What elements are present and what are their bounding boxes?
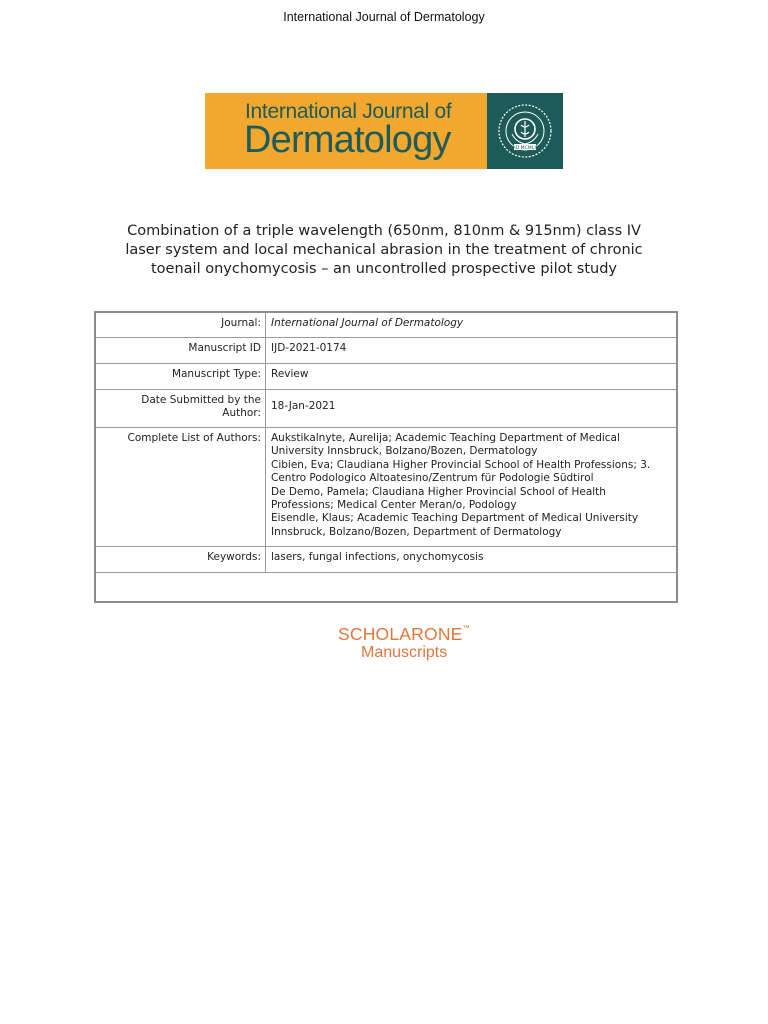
scholarone-wordmark — [338, 624, 478, 645]
author-line: De Demo, Pamela; Claudiana Higher Provincial School of Health — [271, 485, 606, 498]
journal-banner — [205, 93, 563, 169]
author-line: Innsbruck, Bolzano/Bozen, Department of Dermatology — [271, 525, 562, 538]
banner-title-panel — [205, 93, 487, 169]
running-head: International Journal of Dermatology — [283, 10, 485, 24]
authors-row — [96, 428, 676, 547]
date-submitted-value: 18-Jan-2021 — [271, 400, 336, 412]
keywords-value: lasers, fungal infections, onychomycosis — [271, 551, 484, 563]
manuscript-type-label: Manuscript Type: — [96, 364, 266, 389]
authors-label: Complete List of Authors: — [96, 428, 266, 546]
author-line: Professions; Medical Center Meran/o, Podology — [271, 499, 517, 512]
manuscript-type-value: Review — [271, 368, 309, 380]
date-submitted-row — [96, 390, 676, 428]
empty-row — [96, 573, 676, 601]
banner-title-line1: International Journal of — [245, 100, 452, 123]
author-line: Eisendle, Klaus; Academic Teaching Department of Medical University — [271, 512, 639, 525]
keywords-label: Keywords: — [96, 547, 266, 572]
manuscript-details-table — [94, 311, 678, 603]
manuscript-id-row — [96, 338, 676, 364]
author-line: Centro Podologico Altoatesino/Zentrum für Podologie Südtirol — [271, 472, 594, 485]
author-line: University Innsbruck, Bolzano/Bozen, Dermatology — [271, 445, 538, 458]
trademark-symbol: ™ — [462, 625, 470, 632]
banner-emblem-panel — [487, 93, 563, 169]
manuscript-id-value: IJD-2021-0174 — [271, 342, 347, 354]
author-line: Cibien, Eva; Claudiana Higher Provincial School of Health Professions; 3. — [271, 458, 651, 471]
emblem-text: AD MCMLX — [512, 145, 538, 151]
manuscript-type-row — [96, 364, 676, 390]
paper-title: Combination of a triple wavelength (650nm, 810nm & 915nm) class IV laser system and local mechanical abrasion in the treatment of chronic toenail onychomycosis – an uncontrolled prospective pilot study — [125, 223, 643, 277]
scholarone-text: SCHOLARONE — [338, 624, 463, 644]
scholarone-logo — [338, 624, 478, 662]
journal-row — [96, 313, 676, 338]
keywords-row — [96, 547, 676, 573]
journal-value: International Journal of Dermatology — [271, 317, 464, 329]
author-line: Aukstikalnyte, Aurelija; Academic Teaching Department of Medical — [271, 432, 620, 444]
manuscripts-text: Manuscripts — [361, 644, 448, 661]
journal-emblem-icon — [494, 100, 556, 162]
banner-title-line2: Dermatology — [244, 119, 451, 161]
manuscript-id-label: Manuscript ID — [96, 338, 266, 363]
empty-cell — [96, 573, 676, 601]
date-submitted-label: Date Submitted by the Author: — [96, 390, 266, 427]
journal-label: Journal: — [96, 313, 266, 337]
authors-list — [266, 428, 676, 546]
